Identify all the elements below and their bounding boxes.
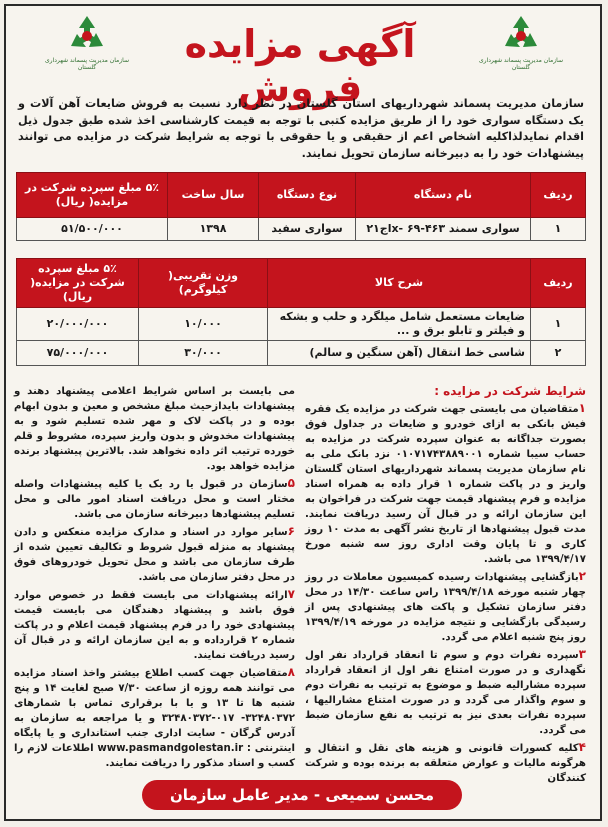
condition-6: ۶سایر موارد در اسناد و مدارک مزایده منعکس و دادن پیشنهاد به منزله قبول شروط و تکالیف تعیین شده از طرف سازمان می باشد و محل تحویل خودروهای فوق در محل دفتر سازمان می باشد. <box>14 524 295 583</box>
cell-row: ۱ <box>531 218 586 241</box>
condition-3: ۳سپرده نفرات دوم و سوم تا انعقاد قرارداد نفر اول نگهداری و در صورت امتناع نفر اول از انعقاد قرارداد سپرده مشارالیه ضبط و موضوع به ترتیب به نفرات دوم و سوم واگذار می گردد و در صورت امتناع مشارالیها ، سپرده نفرات بعدی نیز به ترتیب به نفع سازمان ضبط می گردد. <box>305 647 586 736</box>
col-deposit: ۵٪ مبلغ سپرده شرکت در مزایده( ریال) <box>17 259 139 308</box>
cell-deposit: ۲۰/۰۰۰/۰۰۰ <box>17 308 139 341</box>
table-header-row <box>17 259 586 308</box>
table-header-row <box>17 173 586 218</box>
col-device-name: نام دستگاه <box>356 173 531 218</box>
conditions-column-right <box>305 384 586 784</box>
condition-2: ۲بازگشایی پیشنهادات رسیده کمیسیون معاملات در روز چهار شنبه مورخه ۱۳۹۹/۴/۱۸ راس ساعت ۱۴/۳۰ در محل دفتر سازمان تشکیل و پاکت های پیشنهادی پس از رسیدگی بازگشایی و نتیجه مزایده در مورخه ۱۳۹۹/۴/۱۹ روز پنج شنبه اعلام می گردد. <box>305 569 586 643</box>
condition-7: ۷ارائه پیشنهادات می بایست فقط در خصوص موارد فوق باشد و پیشنهاد دهندگان می بایست قیمت پیشنهادی خود را در فرم پیشنهاد قیمت اعلام و در پاکت شماره ۲ قرارداده و به این سازمان ارائه و در قبال آن رسید دریافت نمایند. <box>14 587 295 661</box>
col-weight: وزن تقریبی( کیلوگرم) <box>139 259 268 308</box>
org-logo-left <box>42 12 132 74</box>
table-row <box>17 218 586 241</box>
cell-deposit: ۷۵/۰۰۰/۰۰۰ <box>17 341 139 366</box>
col-deposit: ۵٪ مبلغ سپرده شرکت در مزایده( ریال) <box>17 173 168 218</box>
col-description: شرح کالا <box>268 259 531 308</box>
cell-device-name: سواری سمند lx- ۶۹-۴۶۳ج۲۱ <box>356 218 531 241</box>
col-row: ردیف <box>531 173 586 218</box>
website-link[interactable]: www.pasmandgolestan.ir <box>97 743 244 754</box>
table-row <box>17 341 586 366</box>
condition-8: ۸متقاضیان جهت کسب اطلاع بیشتر واخذ اسناد مزایده می توانند همه روزه از ساعت ۷/۳۰ صبح لغایت ۱۴ و پنج شنبه ها تا ۱۳ و یا با برقراری تماس با شمارهای ۳۲۴۸۰۳۷۲- ۰۱۷-۳۲۴۸۰۳۷۲ و یا مراجعه به سازمان به آدرس گرگان - سایت اداری جنب استانداری و یا پایگاه اینترنتی : www.pasmandgolestan.ir اطلاعات لازم را کسب و اسناد مذکور را دریافت نمایند. <box>14 665 296 769</box>
notice-title: آگهی مزایده فروش <box>184 22 416 110</box>
conditions-heading: شرایط شرکت در مزایده : <box>434 384 586 398</box>
recycle-icon <box>499 12 543 56</box>
condition-5: ۵سازمان در قبول یا رد یک یا کلیه پیشنهادات واصله مختار است و محل دریافت اسناد امور مالی و محل تسلیم پیشنهادها دبیرخانه سازمان می باشد. <box>14 476 295 520</box>
intro-paragraph: سازمان مدیریت پسماند شهرداریهای استان گلستان در نظر دارد نسبت به فروش ضایعات آهن آلات و یک دستگاه سواری خود را از طریق مزایده کتبی با توجه به قیمت کارشناسی اخذ شده طبق جدول ذیل اقدام نمایدلذاکلیه اشخاص اعم از حقیقی و یا حقوقی با توجه به شرایط شرکت در مزایده می توانند پیشنهادات خود را به دبیرخانه سازمان تحویل نمایند. <box>18 97 584 160</box>
table-row <box>17 308 586 341</box>
vehicle-table <box>16 172 586 241</box>
scrap-table <box>16 258 586 366</box>
condition-1: ۱متقاضیان می بایستی جهت شرکت در مزایده یک فقره فیش بانکی به ازای خودرو و ضایعات در جداول فوق بصورت جداگانه به عنوان سپرده شرکت در مزایده به حساب سیبا شماره ۰۱۰۷۱۷۴۳۸۸۹۰۰۱ نزد بانک ملی به نام سازمان مدیریت پسماند شهرداریهای استان گلستان واریز و در پاکت شماره ۱ قرار داده به همراه اسناد مزایده و فرم پیشنهاد قیمت جهت شرکت در فراخوان به این سازمان ارائه و در قبال آن رسید دریافت نمایند. مدت قبول پیشنهادها از تاریخ نشر آگهی به مدت ۱۰ روز کاری و تا پایان وقت اداری روز سه شنبه مورخ ۱۳۹۹/۴/۱۷ می باشد. <box>305 401 586 565</box>
cell-description: شاسی خط انتقال (آهن سنگین و سالم) <box>268 341 531 366</box>
cell-weight: ۳۰/۰۰۰ <box>139 341 268 366</box>
org-logo-right <box>476 12 566 74</box>
cell-device-type: سواری سفید <box>259 218 356 241</box>
cell-weight: ۱۰/۰۰۰ <box>139 308 268 341</box>
recycle-icon <box>65 12 109 56</box>
conditions-column-left <box>14 384 295 770</box>
signature-banner: محسن سمیعی - مدیر عامل سازمان <box>142 780 462 810</box>
condition-4: ۴کلیه کسورات قانونی و هزینه های نقل و انتقال و هرگونه مالیات و عوارض متعلقه به برنده بوده و شرکت کنندگان <box>305 740 586 784</box>
cell-deposit: ۵۱/۵۰۰/۰۰۰ <box>17 218 168 241</box>
cell-year: ۱۳۹۸ <box>168 218 259 241</box>
org-caption-right: سازمان مدیریت پسماند شهرداری گلستان <box>478 57 563 71</box>
col-device-type: نوع دستگاه <box>259 173 356 218</box>
org-caption-left: سازمان مدیریت پسماند شهرداری گلستان <box>44 57 129 71</box>
cell-row: ۱ <box>531 308 586 341</box>
conditions-section <box>14 384 586 784</box>
condition-4-cont: می بایست بر اساس شرایط اعلامی پیشنهاد دهند و پیشنهادات بایدازحیث مبلغ مشخص و معین و بدون ابهام بوده و در پاکت لاک و مهر شده تسلیم شود و به پیشنهادات مخدوش و بدون واریز سپرده، مشروط و قلم خورده ترتیب اثر داده نخواهد شد. بالاترین پیشنهاد برنده مزایده خواهد بود. <box>14 386 295 472</box>
cell-row: ۲ <box>531 341 586 366</box>
col-row: ردیف <box>531 259 586 308</box>
cell-description: ضایعات مستعمل شامل میلگرد و حلب و بشکه و فیلتر و تابلو برق و ... <box>268 308 531 341</box>
col-year: سال ساخت <box>168 173 259 218</box>
